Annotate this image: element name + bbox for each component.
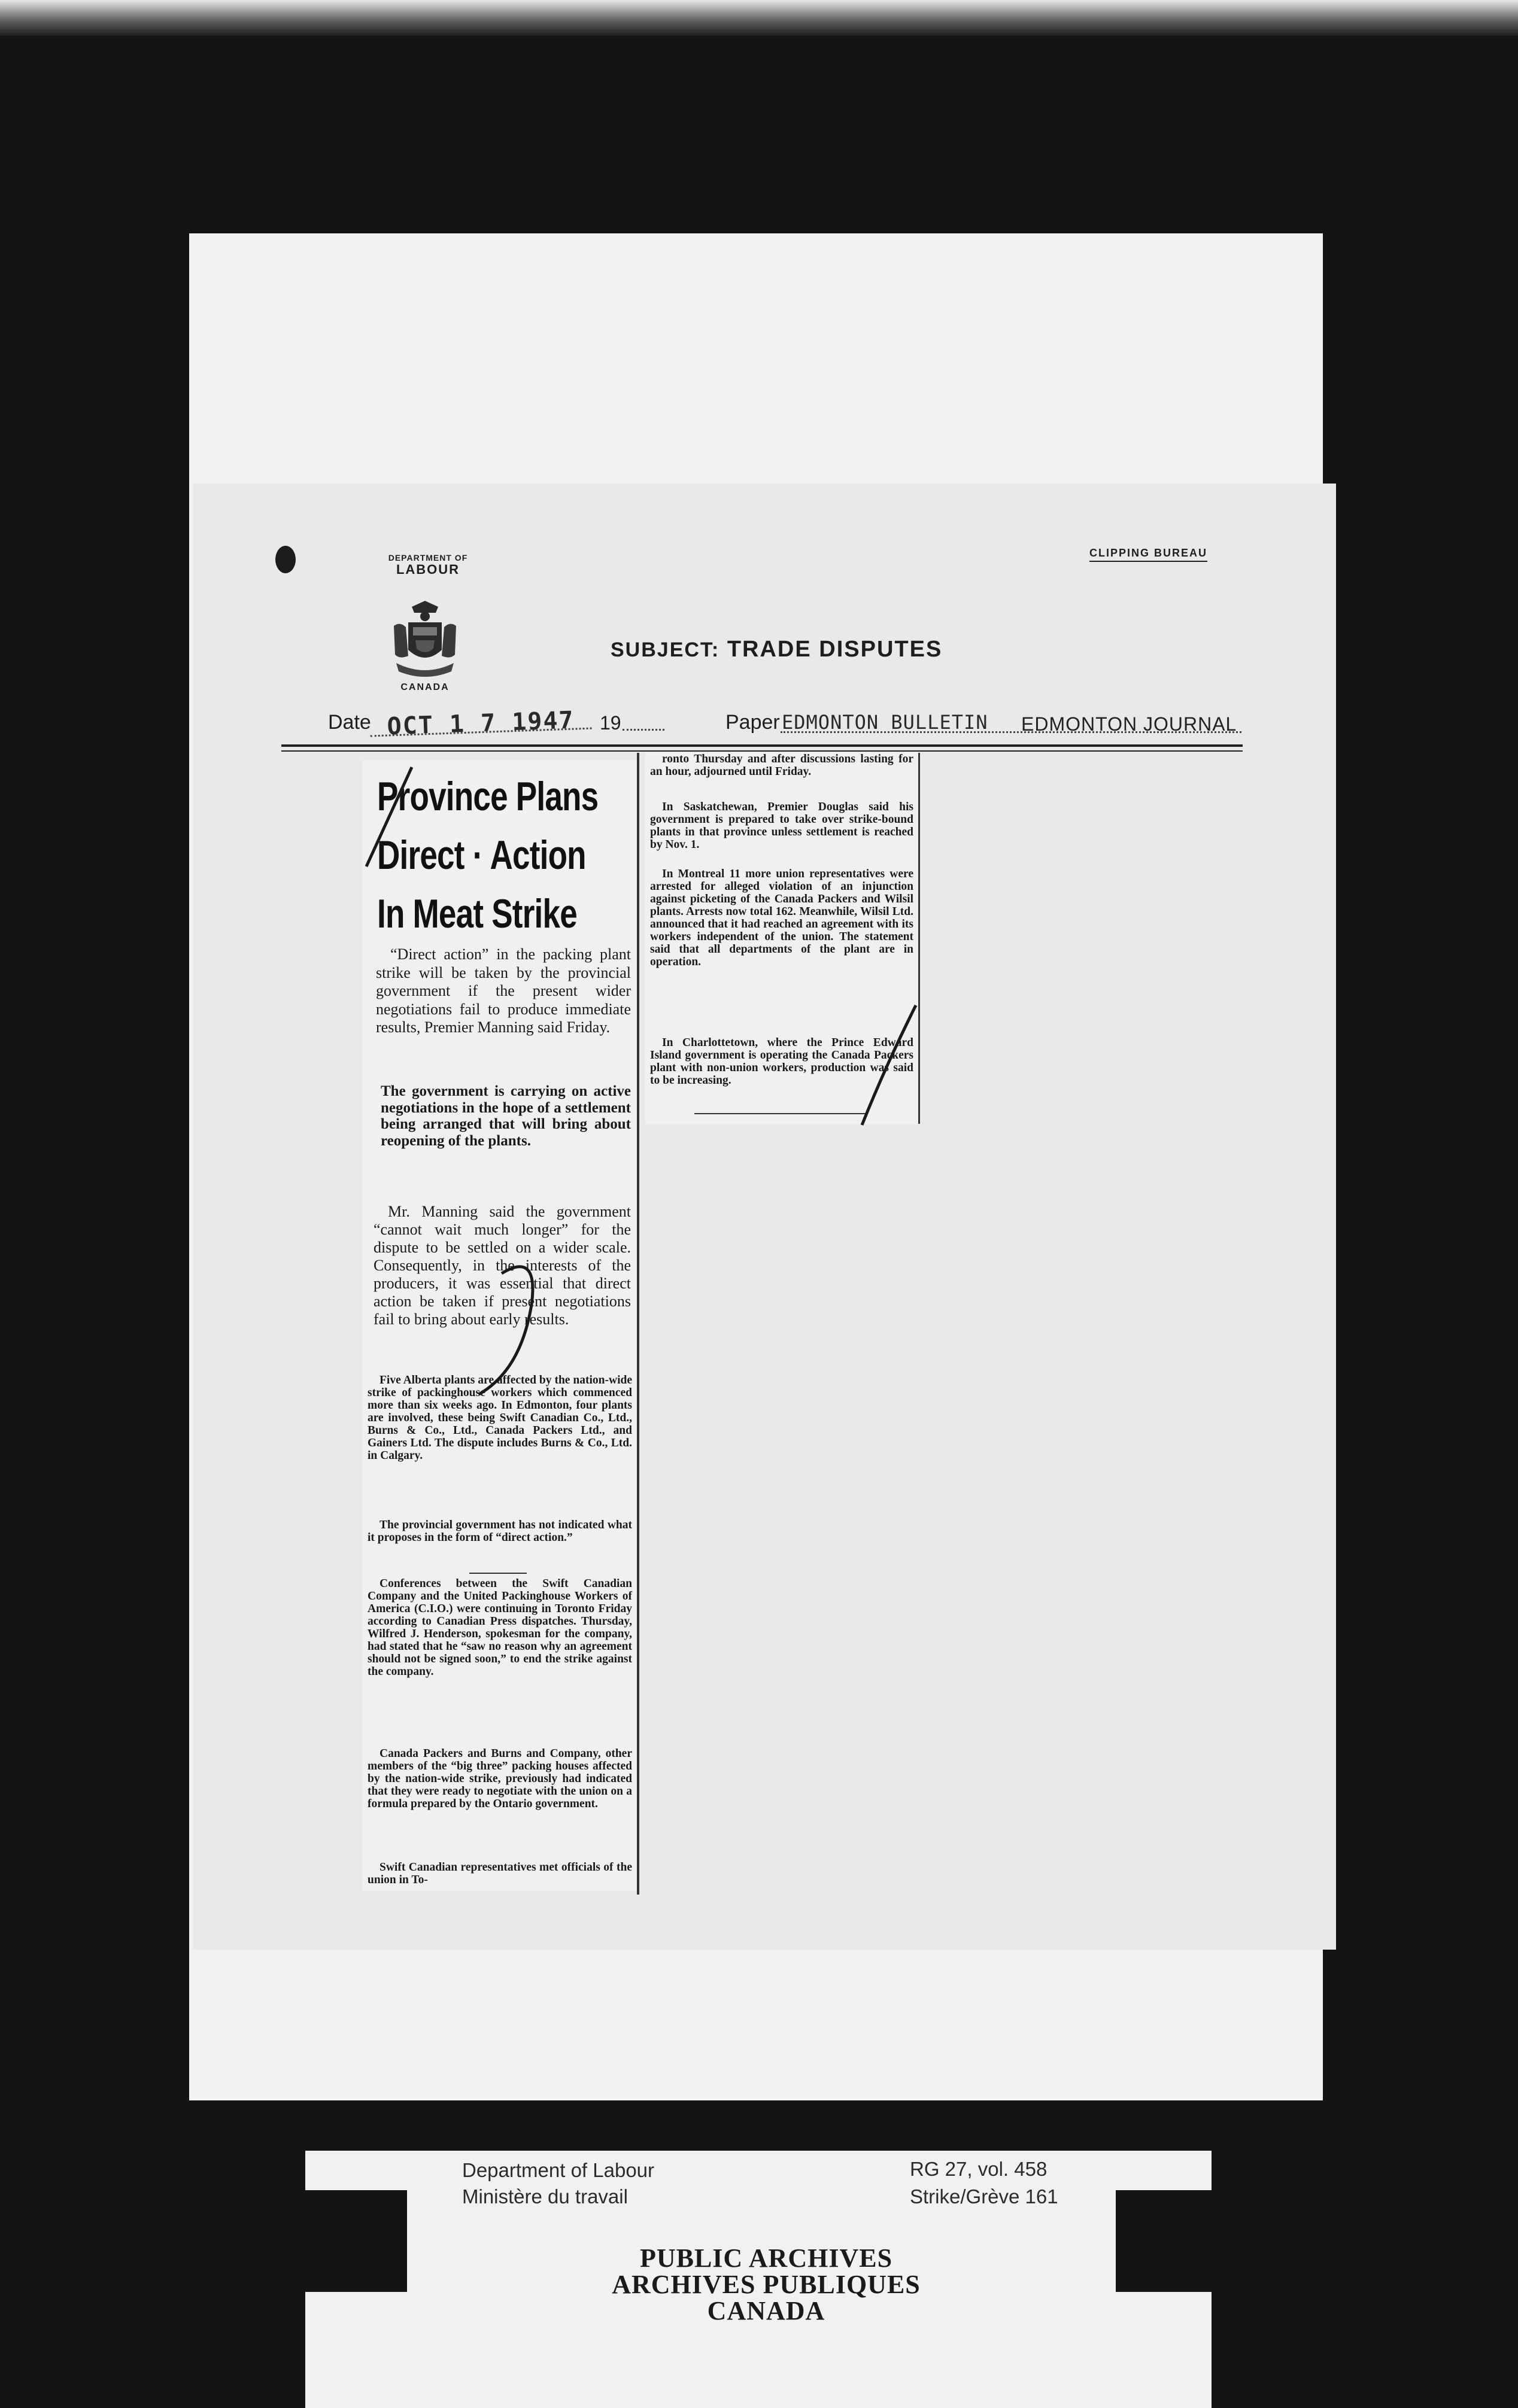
subject-value: TRADE DISPUTES: [727, 637, 943, 662]
label-reference: RG 27, vol. 458: [910, 2158, 1048, 2180]
article-lead-bold: The government is carrying on active negotiations in the hope of a settlement being arranged that will bring about reopening of the plants.: [381, 1083, 631, 1149]
label-strike-number: Strike/Grève 161: [910, 2185, 1058, 2208]
archive-line-3: CANADA: [707, 2296, 825, 2325]
article-paragraph-continued: ronto Thursday and after discussions lasting for an hour, adjourned until Friday.: [650, 753, 913, 778]
label-department-en: Department of Labour: [462, 2159, 655, 2181]
archive-line-2: ARCHIVES PUBLIQUES: [612, 2270, 921, 2299]
clipping-bureau-label: CLIPPING BUREAU: [1089, 547, 1207, 562]
article-paragraph: Five Alberta plants are affected by the nation-wide strike of packinghouse workers which commenced more than six weeks ago. In Edmonton, four plants are involved, these being Swift Canadian Co., Ltd., Burns & Co., Ltd., Canada Packers Ltd., and Gainers Ltd. The dispute includes Burns & Co., Ltd. in Calgary.: [368, 1374, 632, 1462]
paper-stamp: EDMONTON BULLETIN: [782, 711, 988, 734]
label-notch-right: [1116, 2190, 1212, 2292]
archive-name: [527, 2245, 1006, 2324]
date-label: Date: [328, 711, 371, 734]
department-line1: DEPARTMENT OF: [388, 553, 468, 563]
year-prefix: 19: [600, 712, 621, 734]
label-department-fr: Ministère du travail: [462, 2185, 628, 2208]
article-paragraph: In Saskatchewan, Premier Douglas said his government is prepared to take over strike-bound plants in that province unless settlement is reached by Nov. 1.: [650, 801, 913, 851]
archive-line-1: PUBLIC ARCHIVES: [639, 2243, 893, 2273]
paper-label: Paper: [725, 711, 780, 734]
article-paragraph: The provincial government has not indicated what it proposes in the form of “direct action.”: [368, 1519, 632, 1544]
date-stamp: OCT 1 7 1947: [369, 706, 591, 737]
article-paragraph: “Direct action” in the packing plant strike will be taken by the provincial government if the present wider negotiations fail to produce immediate results, Premier Manning said Friday.: [376, 945, 631, 1036]
headline-line-1: Province Plans: [377, 774, 599, 819]
headline-line-2: Direct · Action: [377, 832, 586, 878]
article-paragraph: In Charlottetown, where the Prince Edward Island government is operating the Canada Packers plant with non-union workers, production was said to be increasing.: [650, 1036, 913, 1087]
article-paragraph: Canada Packers and Burns and Company, other members of the “big three” packing houses affected by the nation-wide strike, previously had indicated that they were ready to negotiate with the union on a formula prepared by the Ontario government.: [368, 1747, 632, 1810]
article-paragraph: Mr. Manning said the government “cannot wait much longer” for the dispute to be settled on a wider scale. Consequently, in the interests of the producers, it was essential that direct action be taken if present negotiations fail to bring about early results.: [374, 1203, 631, 1328]
label-notch-left: [305, 2190, 407, 2292]
article-paragraph: In Montreal 11 more union representatives were arrested for alleged violation of an injunction against picketing of the Canada Packers and Wilsil plants. Arrests now total 162. Meanwhile, Wilsil Ltd. announced that it had reached an agreement with its workers independent of the union. The statement said that all departments of the plant are in operation.: [650, 868, 913, 968]
department-line2: LABOUR: [396, 562, 460, 577]
paper-typed-name: EDMONTON JOURNAL: [1021, 713, 1237, 735]
crest-label: CANADA: [400, 682, 450, 692]
subject-label: SUBJECT:: [611, 639, 720, 661]
headline-line-3: In Meat Strike: [377, 891, 577, 937]
article-paragraph: Swift Canadian representatives met officials of the union in To-: [368, 1861, 632, 1886]
article-paragraph: Conferences between the Swift Canadian Company and the United Packinghouse Workers of America (C.I.O.) were continuing in Toronto Friday according to Canadian Press dispatches. Thursday, Wilfred J. Henderson, spokesman for the company, had stated that he “saw no reason why an agreement should not be signed soon,” to end the strike against the company.: [368, 1577, 632, 1678]
